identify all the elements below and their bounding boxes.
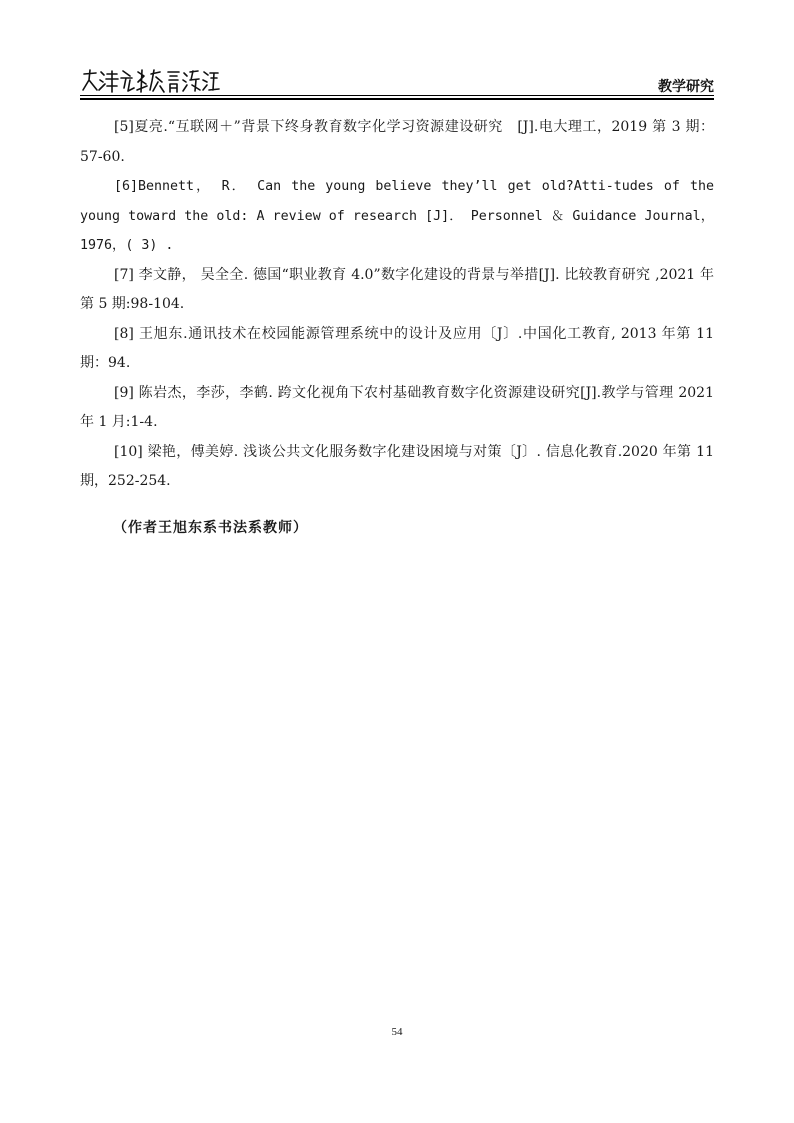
author-note: （作者王旭东系书法系教师） [113, 520, 308, 536]
page-header [80, 62, 714, 100]
header-divider [80, 95, 714, 100]
journal-logo [80, 66, 220, 96]
logo-text: 天津音乐教育论坛 [80, 66, 88, 67]
reference-item: [8] 王旭东.通讯技术在校园能源管理系统中的设计及应用〔J〕.中国化工教育, 2013 年第 11 期：94. [80, 325, 714, 371]
reference-item: [6]Bennett， R． Can the young believe they’ll get old?Atti-tudes of the young toward the old: A review of research [J]． Personnel ＆ Guidance Journal，1976，( 3) . [80, 179, 714, 253]
reference-item: [5]夏亮.“互联网＋”背景下终身教育数字化学习资源建设研究 [J].电大理工，2019 第 3 期：57-60. [80, 119, 714, 165]
reference-item: [10] 梁艳，傅美婷. 浅谈公共文化服务数字化建设困境与对策〔J〕. 信息化教育.2020 年第 11 期，252-254. [80, 443, 714, 489]
section-title: 教学研究 [658, 78, 714, 94]
reference-item: [7] 李文静， 吴全全. 德国“职业教育 4.0”数字化建设的背景与举措[J]. 比较教育研究 ,2021 年第 5 期:98-104. [80, 266, 714, 312]
reference-item: [9] 陈岩杰，李莎，李鹤. 跨文化视角下农村基础教育数字化资源建设研究[J].教学与管理 2021 年 1 月:1-4. [80, 384, 714, 430]
reference-list [80, 113, 714, 497]
page-number: 54 [391, 1026, 403, 1038]
